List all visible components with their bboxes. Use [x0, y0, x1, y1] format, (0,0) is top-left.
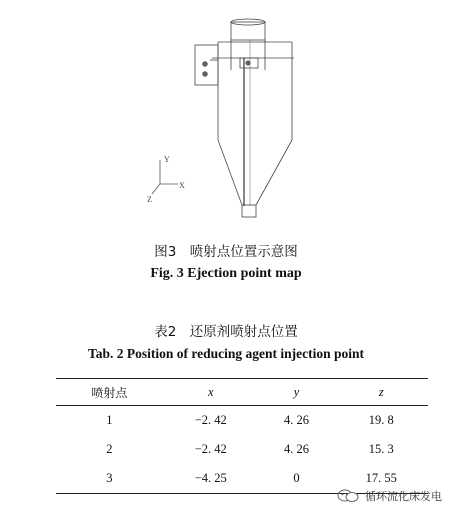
watermark — [337, 488, 442, 504]
cell-y: 4. 26 — [284, 413, 310, 427]
axis-x-label: X — [179, 181, 185, 190]
table-row — [56, 406, 428, 436]
header-y: y — [259, 379, 335, 406]
cyclone-diagram — [0, 0, 452, 235]
cell-point: 3 — [56, 464, 163, 494]
cell-z: 17. 55 — [335, 464, 429, 494]
wechat-icon — [337, 489, 359, 503]
injection-point-marker — [203, 72, 208, 77]
table-caption-en: Tab. 2 Position of reducing agent injection point — [87, 346, 365, 361]
cell-x: −4. 25 — [163, 464, 259, 494]
header-injection-point: 喷射点 — [56, 379, 163, 406]
injection-point-marker — [246, 61, 250, 65]
injection-point-marker — [203, 62, 208, 67]
table-row — [56, 435, 428, 464]
cell-y: 4. 26 — [284, 442, 310, 456]
cell-z: 19. 8 — [368, 413, 394, 427]
watermark-text: 循环流化床发电 — [365, 490, 442, 503]
cell-x: −2. 42 — [194, 413, 227, 427]
cell-point: 2 — [106, 442, 113, 456]
table-header-row — [56, 379, 428, 406]
header-x: x — [163, 379, 259, 406]
cell-point: 1 — [106, 413, 113, 427]
figure-caption-cn: 图3 喷射点位置示意图 — [154, 244, 298, 260]
header-z: z — [335, 379, 429, 406]
table-caption-cn: 表2 还原剂喷射点位置 — [154, 324, 298, 340]
cell-y: 0 — [259, 464, 335, 494]
axis-y-label: Y — [164, 155, 170, 164]
injection-point-table — [56, 378, 428, 494]
figure-caption-en: Fig. 3 Ejection point map — [150, 266, 302, 281]
cell-z: 15. 3 — [368, 442, 394, 456]
cell-x: −2. 42 — [194, 442, 227, 456]
axis-z-label: Z — [147, 195, 152, 204]
